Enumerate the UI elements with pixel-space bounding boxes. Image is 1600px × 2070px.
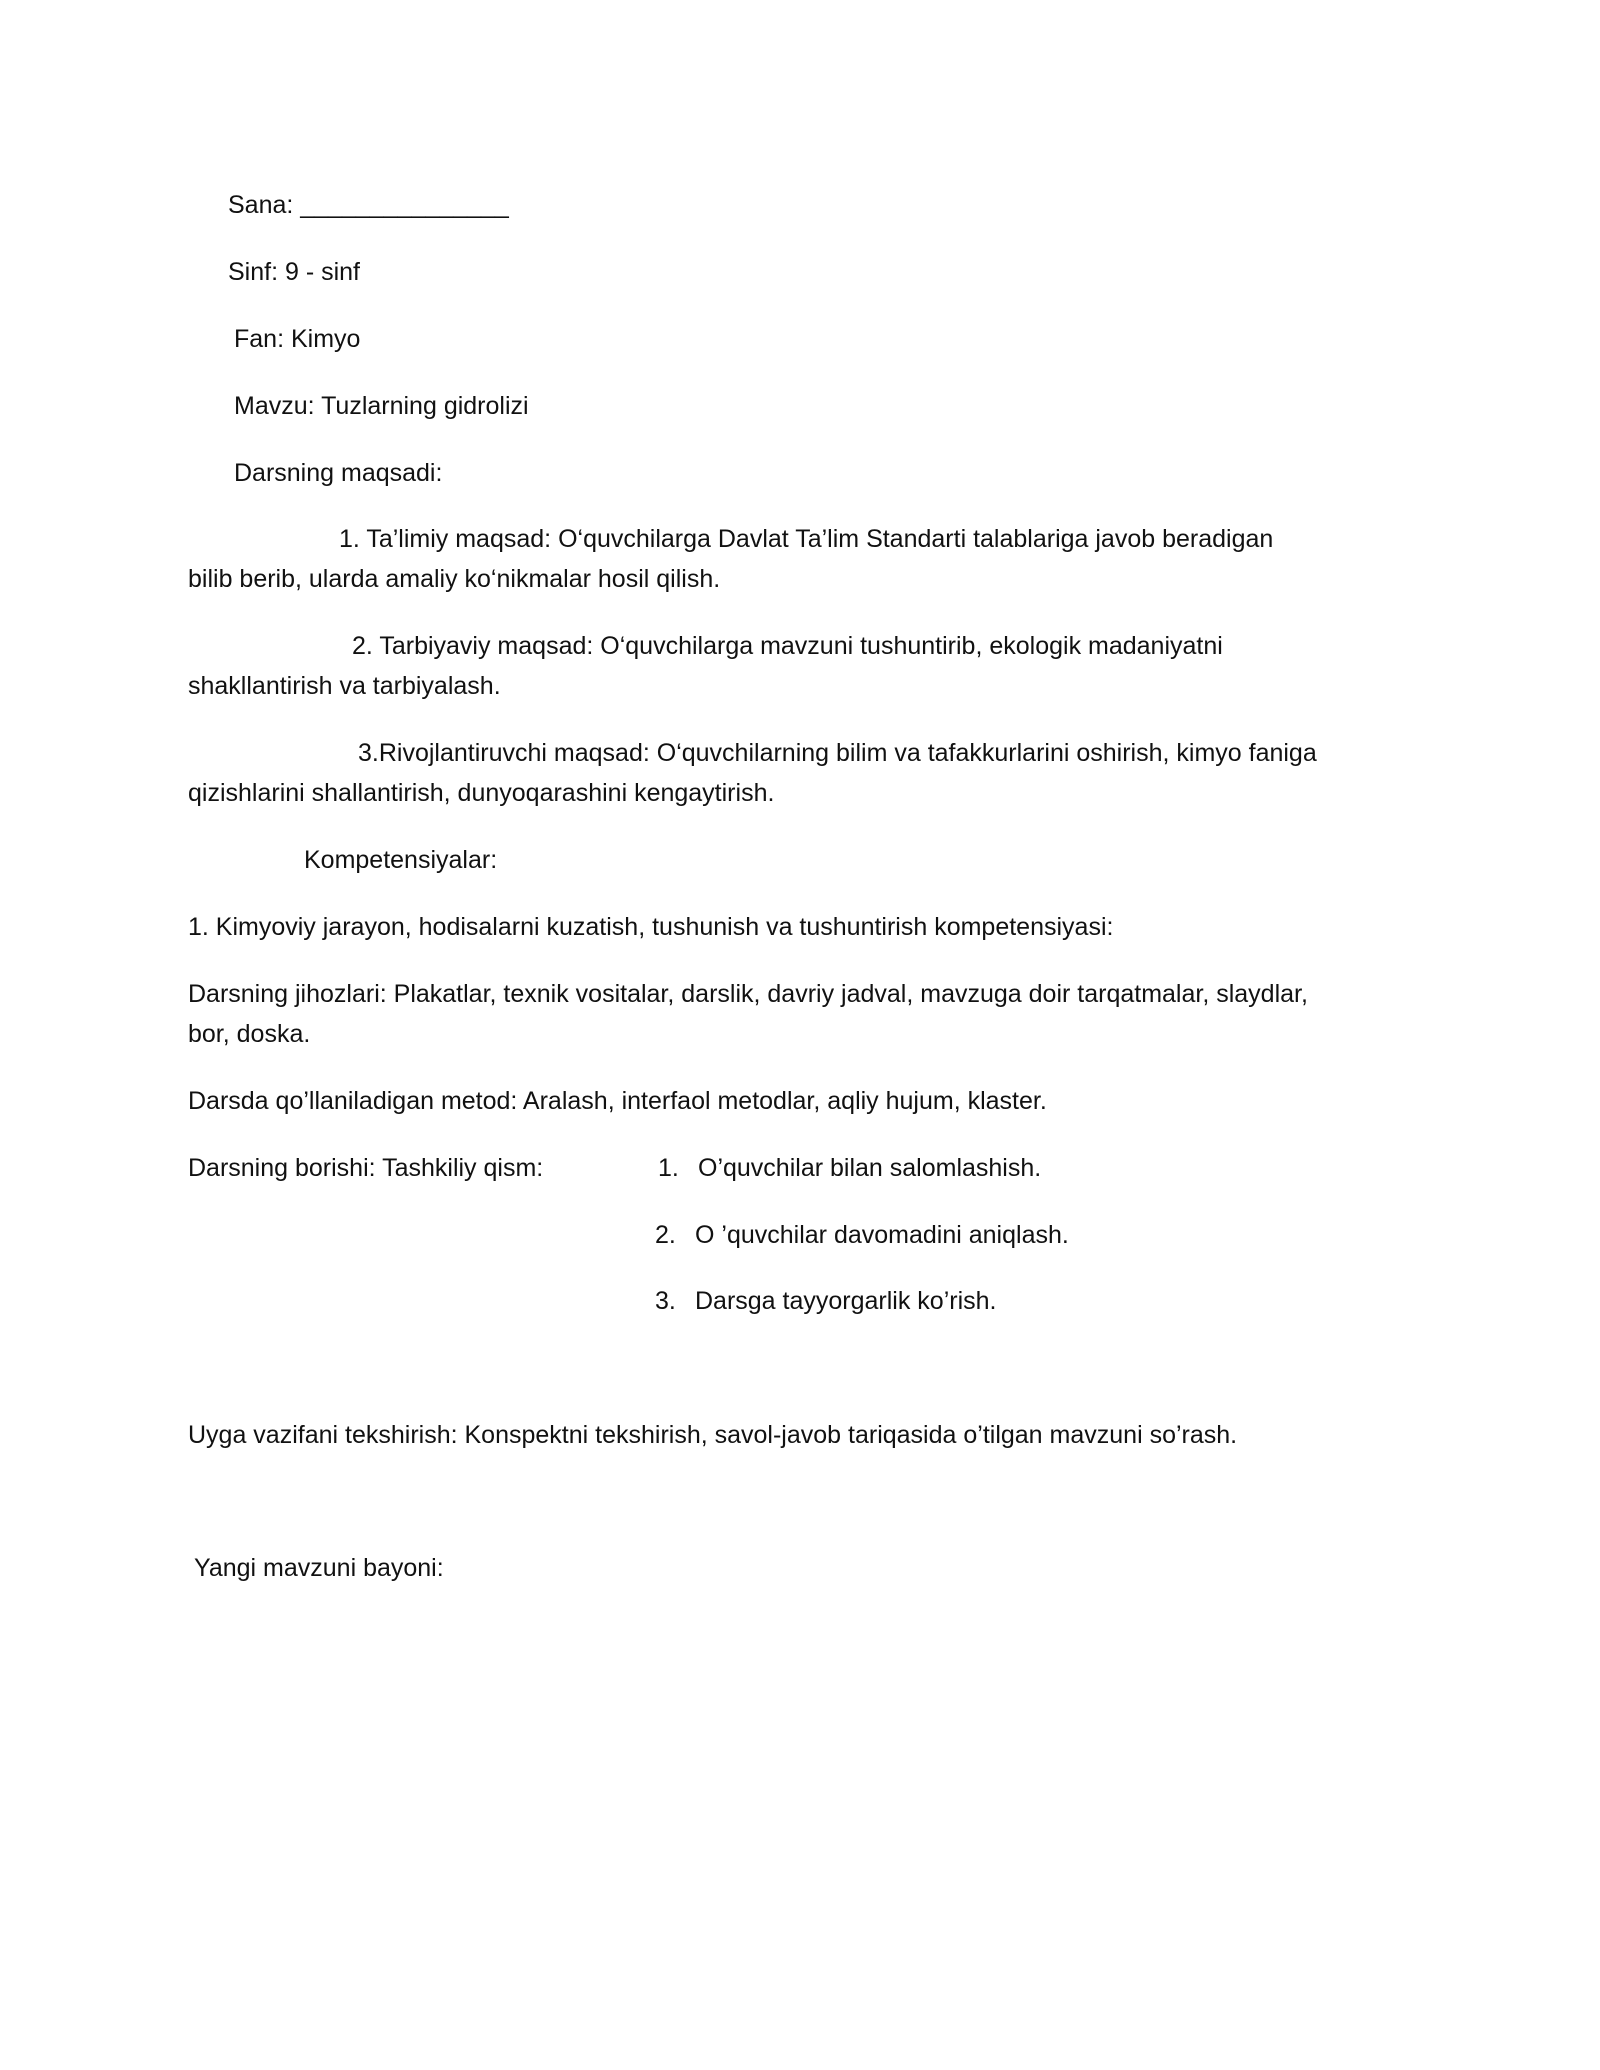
list-item-text: Darsga tayyorgarlik ko’rish. bbox=[695, 1287, 997, 1315]
goal-talimiy-first: 1. Ta’limiy maqsad: O‘quvchilarga Davlat Ta’lim Standarti talablariga javob beradigan bbox=[339, 525, 1274, 553]
kompetensiya-heading: Kompetensiyalar: bbox=[304, 846, 498, 874]
jihozlar-paragraph bbox=[188, 974, 1408, 1054]
tashkiliy-item bbox=[655, 1215, 1069, 1255]
goal-rivojlantiruvchi-first: 3.Rivojlantiruvchi maqsad: O‘quvchilarning bilim va tafakkurlarini oshirish, kimyo faniga bbox=[358, 739, 1317, 767]
goal-tarbiyaviy-first: 2. Tarbiyaviy maqsad: O‘quvchilarga mavzuni tushuntirib, ekologik madaniyatni bbox=[352, 632, 1223, 660]
fan-line: Fan: Kimyo bbox=[234, 325, 361, 353]
jihozlar-first: Darsning jihozlari: Plakatlar, texnik vositalar, darslik, davriy jadval, mavzuga doir tarqatmalar, slaydlar, bbox=[188, 980, 1308, 1008]
sinf-line: Sinf: 9 - sinf bbox=[228, 258, 360, 286]
goal-tarbiyaviy bbox=[188, 626, 1408, 706]
goal-rivojlantiruvchi bbox=[188, 733, 1408, 813]
jihozlar-rest: bor, doska. bbox=[188, 1020, 311, 1048]
list-item-text: O ’quvchilar davomadini aniqlash. bbox=[695, 1221, 1069, 1249]
list-item-text: O’quvchilar bilan salomlashish. bbox=[698, 1154, 1042, 1182]
kompetensiya-item: 1. Kimyoviy jarayon, hodisalarni kuzatish, tushunish va tushuntirish kompetensiyasi: bbox=[188, 913, 1114, 941]
borishi-label: Darsning borishi: Tashkiliy qism: bbox=[188, 1154, 544, 1182]
list-number: 3. bbox=[655, 1287, 676, 1315]
goal-rivojlantiruvchi-rest: qizishlarini shallantirish, dunyoqarashini kengaytirish. bbox=[188, 779, 775, 807]
goal-tarbiyaviy-rest: shakllantirish va tarbiyalash. bbox=[188, 672, 501, 700]
tashkiliy-item bbox=[658, 1148, 1041, 1188]
goal-talimiy-rest: bilib berib, ularda amaliy ko‘nikmalar hosil qilish. bbox=[188, 565, 721, 593]
uyga-vazifa-line: Uyga vazifani tekshirish: Konspektni tekshirish, savol-javob tariqasida o’tilgan mavzuni so’rash. bbox=[188, 1421, 1238, 1449]
yangi-mavzu-heading: Yangi mavzuni bayoni: bbox=[194, 1554, 444, 1582]
list-number: 2. bbox=[655, 1221, 676, 1249]
mavzu-line: Mavzu: Tuzlarning gidrolizi bbox=[234, 392, 529, 420]
goal-talimiy bbox=[188, 519, 1408, 599]
metod-line: Darsda qo’llaniladigan metod: Aralash, interfaol metodlar, aqliy hujum, klaster. bbox=[188, 1087, 1047, 1115]
list-number: 1. bbox=[658, 1154, 679, 1182]
maqsad-heading: Darsning maqsadi: bbox=[234, 459, 443, 487]
tashkiliy-item bbox=[655, 1281, 997, 1321]
sana-line: Sana: _______________ bbox=[228, 191, 509, 219]
